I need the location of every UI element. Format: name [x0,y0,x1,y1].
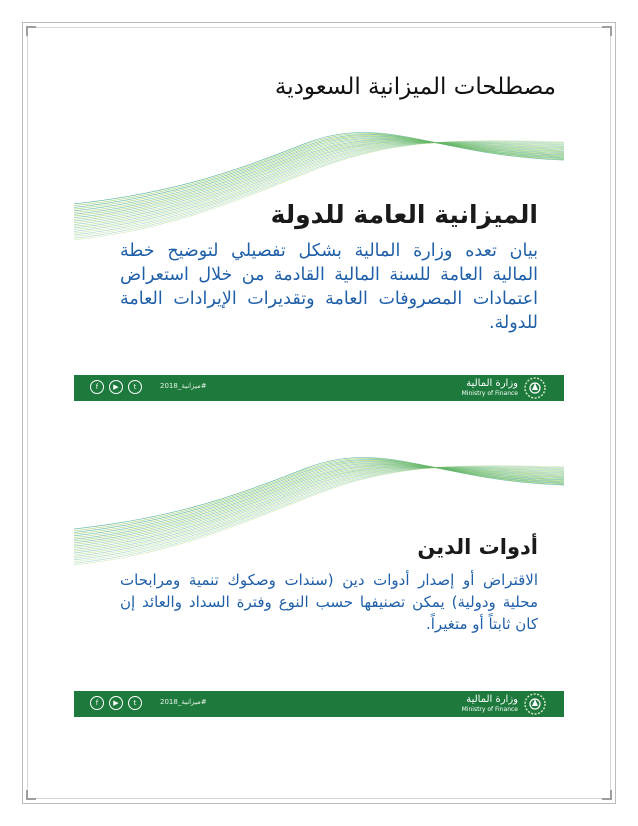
twitter-icon[interactable]: t [128,380,142,394]
youtube-icon[interactable]: ▶ [109,380,123,394]
social-links [90,380,142,394]
slide-footer [74,375,564,401]
corner-ornament [602,26,612,36]
emblem-icon [522,375,548,401]
ministry-name-en: Ministry of Finance [461,706,518,713]
youtube-icon[interactable]: ▶ [109,696,123,710]
social-links [90,696,142,710]
slide-debt-tools [74,451,564,719]
corner-ornament [26,26,36,36]
twitter-icon[interactable]: t [128,696,142,710]
hashtag: #ميزانية_2018 [160,382,207,390]
facebook-icon[interactable]: f [90,696,104,710]
slide-body: الاقتراض أو إصدار أدوات دين (سندات وصكوك تنمية ومرابحات محلية ودولية) يمكن تصنيفها حسب النوع وفترة السداد والعائد إن كان ثابتاً أو متغيراً. [120,571,538,633]
document-title: مصطلحات الميزانية السعودية [274,74,556,100]
slide-footer [74,691,564,717]
corner-ornament [602,790,612,800]
slide-body: بيان تعده وزارة المالية بشكل تفصيلي لتوضيح خطة المالية العامة للسنة المالية القادمة من خلال استعراض اعتمادات المصروفات العامة وتقديرات الإيرادات العامة للدولة. [120,241,538,333]
ministry-name-en: Ministry of Finance [461,390,518,397]
slide-heading: الميزانية العامة للدولة [270,200,538,229]
slide-budget [74,126,564,404]
ministry-logo-text [462,693,518,714]
slide-heading: أدوات الدين [417,535,538,559]
ministry-logo-text [462,377,518,398]
wave-line [74,463,564,539]
facebook-icon[interactable]: f [90,380,104,394]
hashtag: #ميزانية_2018 [160,698,207,706]
ministry-name-ar: وزارة المالية [466,694,518,705]
emblem-icon [522,691,548,717]
corner-ornament [26,790,36,800]
ministry-name-ar: وزارة المالية [466,378,518,389]
